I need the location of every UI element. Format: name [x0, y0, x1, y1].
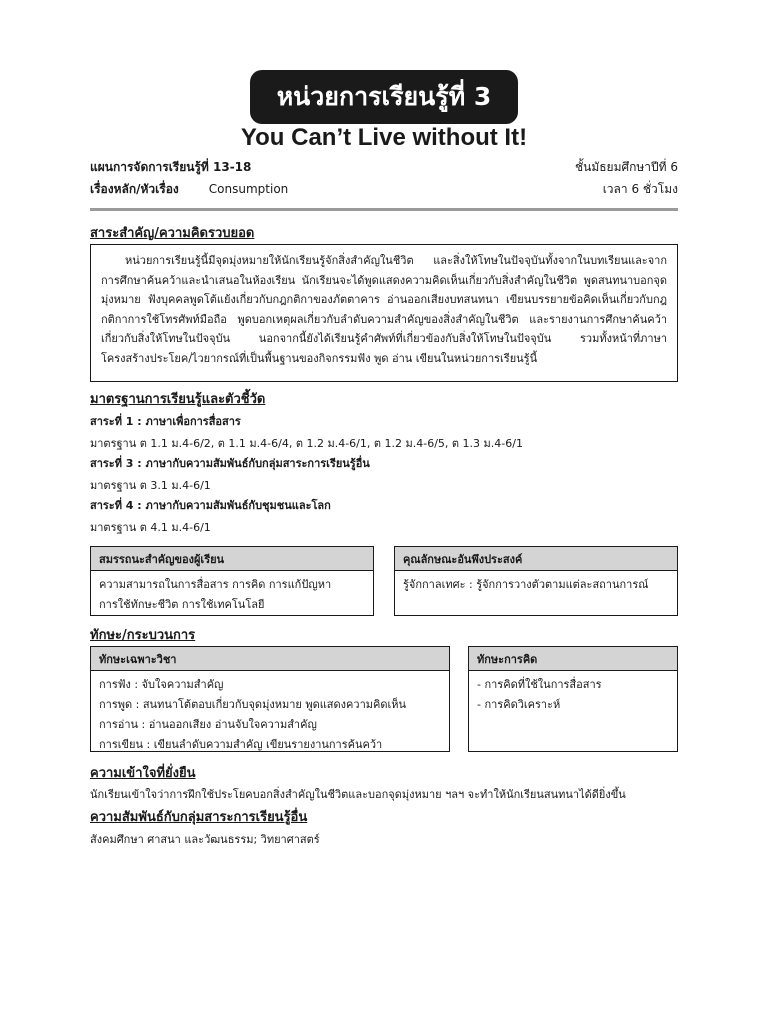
unit-title: You Can’t Live without It! [240, 124, 528, 151]
thinking-skill-item: - การคิดที่ใช้ในการสื่อสาร [477, 678, 602, 691]
competency-heading: สมรรถนะสำคัญของผู้เรียน [91, 547, 373, 571]
understanding-heading: ความเข้าใจที่ยั่งยืน [90, 766, 196, 781]
topic-value: Consumption [208, 182, 289, 196]
time-label: เวลา 6 ชั่วโมง [602, 182, 678, 196]
thinking-skill-item: - การคิดวิเคราะห์ [477, 698, 561, 711]
plan-label: แผนการจัดการเรียนรู้ที่ 13-18 [90, 160, 252, 174]
meta-row-plan [90, 158, 678, 178]
thinking-skills-body [469, 671, 677, 719]
subject-skills-body [91, 671, 449, 759]
subject-skills-heading: ทักษะเฉพาะวิชา [91, 647, 449, 671]
strand-1: สาระที่ 1 : ภาษาเพื่อการสื่อสาร [90, 415, 241, 428]
strand-4: สาระที่ 4 : ภาษากับความสัมพันธ์กับชุมชนและโลก [90, 499, 331, 512]
skills-heading: ทักษะ/กระบวนการ [90, 628, 196, 643]
subject-skill-item: การเขียน : เขียนลำดับความสำคัญ เขียนรายงานการค้นคว้า [99, 738, 383, 751]
header-divider [90, 208, 678, 211]
relations-heading: ความสัมพันธ์กับกลุ่มสาระการเรียนรู้อื่น [90, 810, 308, 825]
unit-badge: หน่วยการเรียนรู้ที่ 3 [250, 70, 518, 124]
summary-box [90, 244, 678, 382]
understanding-text: นักเรียนเข้าใจว่าการฝึกใช้ประโยคบอกสิ่งสำคัญในชีวิตและบอกจุดมุ่งหมาย ฯลฯ จะทำให้นักเรียนสนทนาได้ดียิ่งขึ้น [90, 788, 626, 801]
topic-label: เรื่องหลัก/หัวเรื่อง [90, 182, 179, 196]
grade-label: ชั้นมัธยมศึกษาปีที่ 6 [574, 160, 678, 174]
summary-heading: สาระสำคัญ/ความคิดรวบยอด [90, 226, 255, 241]
attributes-line: รู้จักกาลเทศะ : รู้จักการวางตัวตามแต่ละสถานการณ์ [403, 578, 649, 591]
attributes-heading: คุณลักษณะอันพึงประสงค์ [395, 547, 677, 571]
subject-skills-box [90, 646, 450, 752]
competency-body [91, 571, 373, 619]
indicators-3: มาตรฐาน ต 3.1 ม.4-6/1 [90, 479, 211, 492]
subject-skill-item: การฟัง : จับใจความสำคัญ [99, 678, 224, 691]
competency-line: การใช้ทักษะชีวิต การใช้เทคโนโลยี [99, 598, 265, 611]
subject-skill-item: การพูด : สนทนาโต้ตอบเกี่ยวกับจุดมุ่งหมาย พูดแสดงความคิดเห็น [99, 698, 407, 711]
thinking-skills-box [468, 646, 678, 752]
indicators-1: มาตรฐาน ต 1.1 ม.4-6/2, ต 1.1 ม.4-6/4, ต 1.2 ม.4-6/1, ต 1.2 ม.4-6/5, ต 1.3 ม.4-6/1 [90, 437, 523, 450]
standards-heading: มาตรฐานการเรียนรู้และตัวชี้วัด [90, 392, 266, 407]
subject-skill-item: การอ่าน : อ่านออกเสียง อ่านจับใจความสำคัญ [99, 718, 317, 731]
competency-box [90, 546, 374, 616]
relations-text: สังคมศึกษา ศาสนา และวัฒนธรรม; วิทยาศาสตร์ [90, 833, 320, 846]
summary-text: หน่วยการเรียนรู้นี้มีจุดมุ่งหมายให้นักเรียนรู้จักสิ่งสำคัญในชีวิต และสิ่งให้โทษในปัจจุบันทั้งจากในบทเรียนและจากการศึกษาค้นคว้าและนำเสนอในห้องเรียน นักเรียนจะได้พูดแสดงความคิดเห็นเกี่ยวกับสิ่งสำคัญในชีวิต พูดสนทนาบอกจุดมุ่งหมาย ฟังบุคคลพูดโต้แย้งเกี่ยวกับกฎกติกาของภัตตาคาร อ่านออกเสียงบทสนทนา เขียนบรรยายข้อคิดเห็นเกี่ยวกับกฎกติกาการใช้โทรศัพท์มือถือ พูดบอกเหตุผลเกี่ยวกับลำดับความสำคัญของสิ่งสำคัญในชีวิต และรายงานการศึกษาค้นคว้าเกี่ยวกับสิ่งให้โทษในปัจจุบัน นอกจากนี้ยังได้เรียนรู้คำศัพท์ที่เกี่ยวข้องกับสิ่งให้โทษในปัจจุบัน รวมทั้งหน้าที่ภาษา โครงสร้างประโยค/ไวยากรณ์ที่เป็นพื้นฐานของกิจกรรมฟัง พูด อ่าน เขียนในหน่วยการเรียนรู้นี้ [101, 254, 667, 365]
competency-line: ความสามารถในการสื่อสาร การคิด การแก้ปัญหา [99, 578, 332, 591]
attributes-box [394, 546, 678, 616]
meta-row-topic [90, 180, 678, 200]
thinking-skills-heading: ทักษะการคิด [469, 647, 677, 671]
indicators-4: มาตรฐาน ต 4.1 ม.4-6/1 [90, 521, 211, 534]
strand-3: สาระที่ 3 : ภาษากับความสัมพันธ์กับกลุ่มสาระการเรียนรู้อื่น [90, 457, 370, 470]
attributes-body [395, 571, 677, 599]
